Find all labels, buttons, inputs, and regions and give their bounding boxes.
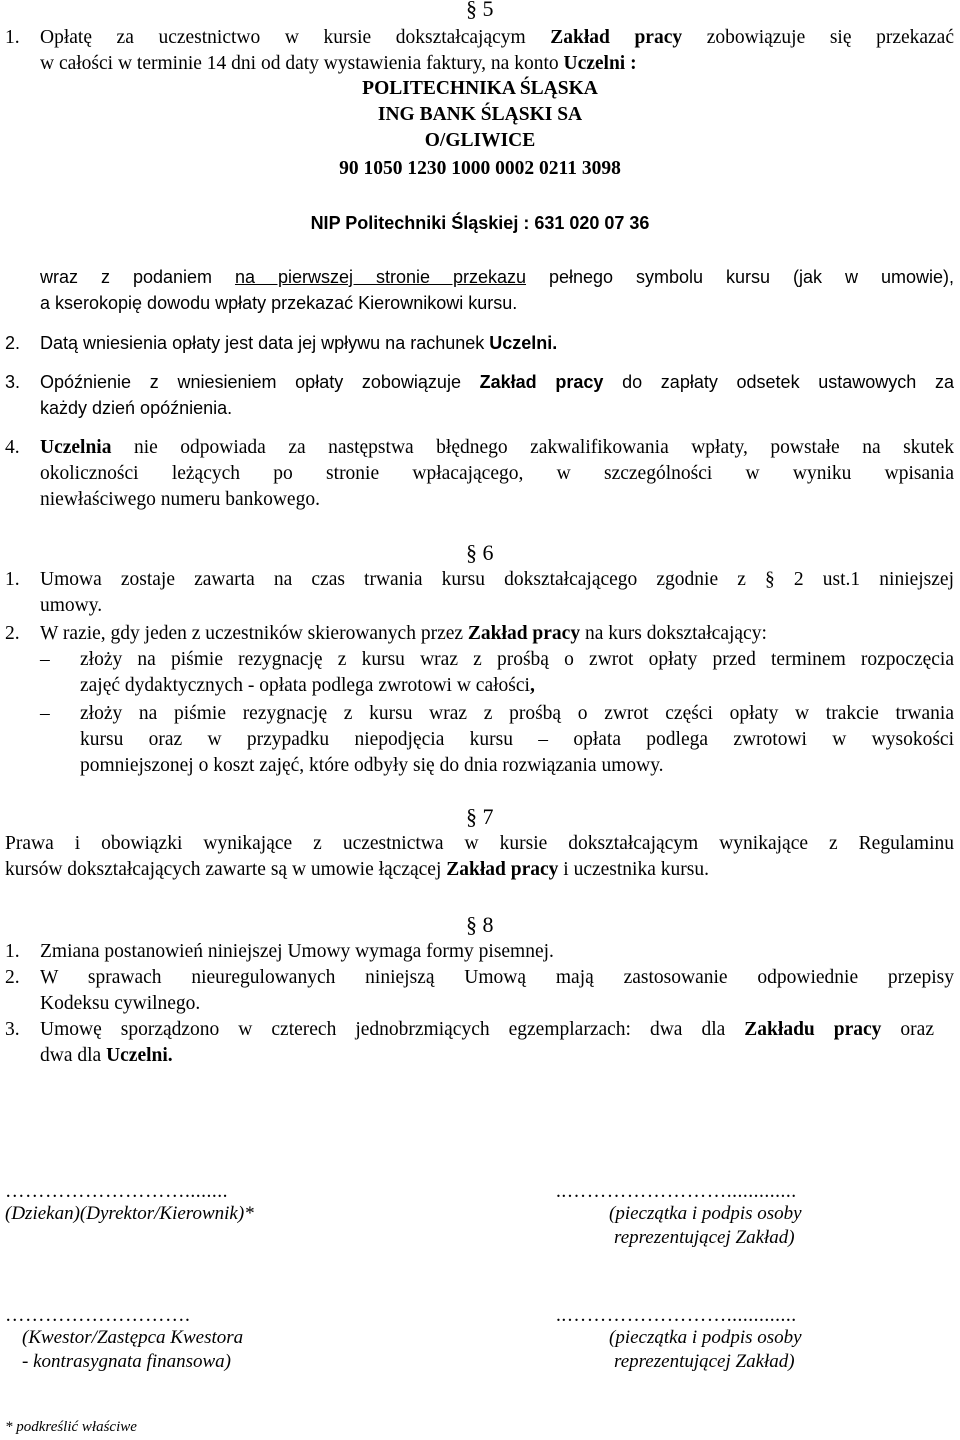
s8-p2-line1: W sprawach nieuregulowanych niniejszą Umową mają zastosowanie odpowiednie przepisy: [40, 967, 954, 988]
bank-name: ING BANK ŚLĄSKI SA: [377, 104, 583, 125]
s8-p1-text: Zmiana postanowień niniejszej Umowy wymaga formy pisemnej.: [40, 941, 554, 962]
signature-label-company-1-line2: reprezentującej Zakład): [614, 1227, 795, 1248]
s6-p1-number: 1.: [5, 569, 20, 590]
footnote: * podkreślić właściwe: [5, 1419, 137, 1435]
signature-line-quaestor: ……………………….: [5, 1305, 191, 1326]
s6-bullet2-line1: złoży na piśmie rezygnację z kursu wraz z prośbą o zwrot części opłaty w trakcie trwania: [80, 703, 954, 724]
s5-p1-line3: wraz z podaniem na pierwszej stronie przekazu pełnego symbolu kursu (jak w umowie),: [40, 267, 954, 287]
signature-line-company-1: ..…………………….............: [556, 1181, 797, 1202]
s8-p1-number: 1.: [5, 941, 20, 962]
nip-number: NIP Politechniki Śląskiej : 631 020 07 36: [310, 213, 650, 233]
signature-label-company-2-line2: reprezentującej Zakład): [614, 1351, 795, 1372]
s5-p1-line1: Opłatę za uczestnictwo w kursie dokształcającym Zakład pracy zobowiązuje się przekazać: [40, 27, 954, 48]
s5-p1-number: 1.: [5, 27, 20, 48]
signature-label-quaestor-line2: - kontrasygnata finansowa): [22, 1351, 231, 1372]
s8-p3-line1: Umowę sporządzono w czterech jednobrzmiących egzemplarzach: dwa dla Zakładu pracy oraz: [40, 1019, 934, 1040]
s5-p3-line1: Opóźnienie z wniesieniem opłaty zobowiązuje Zakład pracy do zapłaty odsetek ustawowych za: [40, 372, 954, 392]
s5-p3-number: 3.: [5, 372, 21, 392]
signature-label-company-1-line1: (pieczątka i podpis osoby: [609, 1203, 802, 1224]
s6-bullet1-line1: złoży na piśmie rezygnację z kursu wraz z prośbą o zwrot opłaty przed terminem rozpoczęcia: [80, 649, 954, 670]
s5-p4-line2: okoliczności leżących po stronie wpłacającego, w szczególności w wyniku wpisania: [40, 463, 954, 484]
s5-p1-line4: a kserokopię dowodu wpłaty przekazać Kierownikowi kursu.: [40, 293, 518, 313]
s6-p1-line2: umowy.: [40, 595, 103, 616]
bank-branch: O/GLIWICE: [424, 130, 536, 151]
section-7-heading: § 7: [466, 804, 494, 829]
bank-account-number: 90 1050 1230 1000 0002 0211 3098: [339, 158, 621, 179]
bank-account-name: POLITECHNIKA ŚLĄSKA: [362, 78, 598, 99]
s5-p2-text: Datą wniesienia opłaty jest data jej wpływu na rachunek Uczelni.: [40, 333, 558, 353]
s6-p2-number: 2.: [5, 623, 20, 644]
s6-bullet2-dash: –: [40, 703, 50, 724]
section-5-heading: § 5: [466, 0, 494, 21]
s6-bullet1-line2: zajęć dydaktycznych - opłata podlega zwrotowi w całości,: [80, 675, 535, 696]
s7-line2: kursów dokształcających zawarte są w umowie łączącej Zakład pracy i uczestnika kursu.: [5, 859, 709, 880]
signature-label-company-2-line1: (pieczątka i podpis osoby: [609, 1327, 802, 1348]
s8-p3-number: 3.: [5, 1019, 20, 1040]
signature-label-quaestor-line1: (Kwestor/Zastępca Kwestora: [22, 1327, 244, 1348]
s5-p4-number: 4.: [5, 437, 20, 458]
section-6-heading: § 6: [466, 540, 494, 565]
s6-bullet1-dash: –: [40, 649, 50, 670]
s5-p3-line2: każdy dzień opóźnienia.: [40, 398, 233, 418]
s5-p4-line1: Uczelnia nie odpowiada za następstwa błędnego zakwalifikowania wpłaty, powstałe na skutek: [40, 437, 954, 458]
s5-p4-line3: niewłaściwego numeru bankowego.: [40, 489, 320, 510]
s8-p2-line2: Kodeksu cywilnego.: [40, 993, 201, 1014]
s6-p1-line1: Umowa zostaje zawarta na czas trwania kursu dokształcającego zgodnie z § 2 ust.1 niniejszej: [40, 569, 954, 590]
s5-p1-line2: w całości w terminie 14 dni od daty wystawienia faktury, na konto Uczelni :: [40, 53, 637, 74]
s8-p3-line2: dwa dla Uczelni.: [40, 1045, 173, 1066]
s6-p2-text: W razie, gdy jeden z uczestników skierowanych przez Zakład pracy na kurs dokształcający:: [40, 623, 767, 644]
signature-line-dean: ………………………........: [5, 1181, 228, 1202]
section-8-heading: § 8: [466, 912, 494, 937]
s5-p2-number: 2.: [5, 333, 21, 353]
s6-bullet2-line2: kursu oraz w przypadku niepodjęcia kursu – opłata podlega zwrotowi w wysokości: [80, 729, 954, 750]
signature-line-company-2: ..…………………….............: [556, 1305, 797, 1326]
signature-label-dean: (Dziekan)(Dyrektor/Kierownik)*: [5, 1203, 254, 1224]
s7-line1: Prawa i obowiązki wynikające z uczestnictwa w kursie dokształcającym wynikające z Regulaminu: [5, 833, 954, 854]
s8-p2-number: 2.: [5, 967, 20, 988]
s6-bullet2-line3: pomniejszonej o koszt zajęć, które odbyły się do dnia rozwiązania umowy.: [80, 755, 664, 776]
